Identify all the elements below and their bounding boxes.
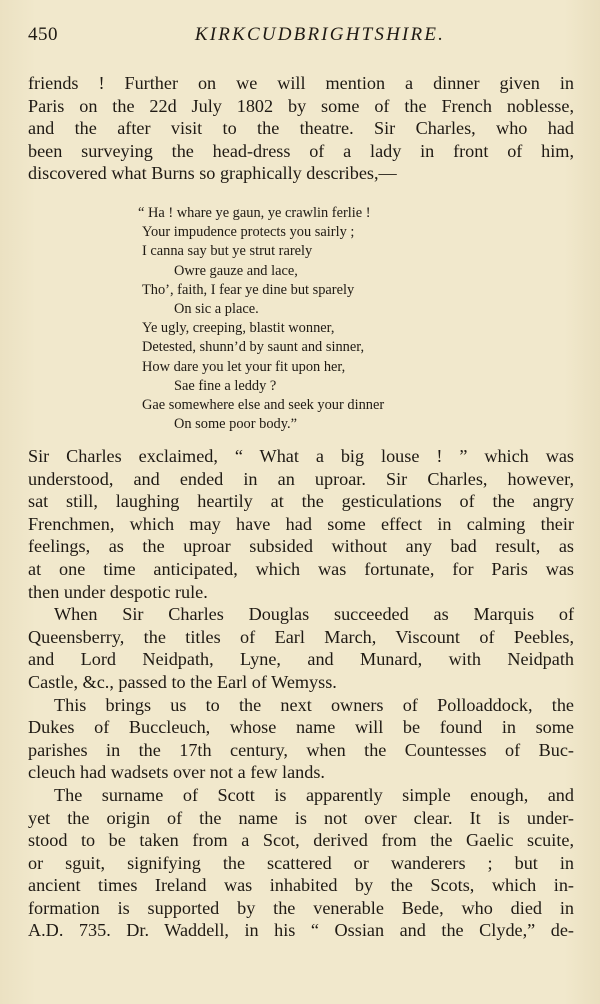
text-line: Sir Charles exclaimed, “ What a big louse ! ” which was [28, 446, 574, 466]
text-line: Paris on the 22d July 1802 by some of the French noblesse, [28, 95, 574, 116]
text-line: been surveying the head-dress of a lady in front of him, [28, 140, 574, 161]
paragraph-friends [28, 72, 574, 185]
text-line: feelings, as the uproar subsided without any bad result, as [28, 536, 574, 557]
text-line-final [28, 919, 574, 942]
text-line: ancient times Ireland was inhabited by the Scots, which in- [28, 875, 574, 896]
text-line: stood to be taken from a Scot, derived from the Gaelic scuite, [28, 830, 574, 851]
paragraph-buccleuch [28, 694, 574, 784]
page-number: 450 [28, 24, 58, 45]
verse-line: How dare you let your fit upon her, [142, 358, 346, 375]
text-line: The surname of Scott is apparently simple enough, and [54, 784, 574, 805]
final-line-text: 735. Dr. Waddell, in his “ Ossian and the Clyde,” de- [63, 920, 574, 941]
text-line: discovered what Burns so graphically describes,— [28, 163, 397, 184]
era-abbreviation: A.D. [28, 920, 64, 941]
page-header [28, 24, 572, 54]
text-line: then under despotic rule. [28, 581, 208, 602]
verse-line: Owre gauze and lace, [174, 262, 298, 279]
text-line: understood, and ended in an uproar. Sir Charles, however, [28, 468, 574, 489]
text-line: When Sir Charles Douglas succeeded as Marquis of [54, 604, 574, 625]
text-line: friends ! Further on we will mention a dinner given in [28, 73, 574, 93]
verse-line: I canna say but ye strut rarely [142, 243, 313, 260]
text-line: yet the origin of the name is not over clear. It is under- [28, 807, 574, 828]
text-line: at one time anticipated, which was fortunate, for Paris was [28, 558, 574, 579]
text-line: or sguit, signifying the scattered or wanderers ; but in [28, 852, 574, 873]
text-line: Castle, &c., passed to the Earl of Wemyss. [28, 671, 337, 692]
verse-line: Tho’, faith, I fear ye dine but sparely [142, 281, 355, 298]
verse-line: Ye ugly, creeping, blastit wonner, [142, 320, 335, 337]
verse-line: On sic a place. [174, 300, 259, 317]
text-line: and the after visit to the theatre. Sir Charles, who had [28, 118, 574, 139]
verse-line: Gae somewhere else and seek your dinner [142, 396, 385, 413]
text-line: cleuch had wadsets over not a few lands. [28, 762, 325, 783]
text-line: sat still, laughing heartily at the gesticulations of the angry [28, 491, 574, 512]
burns-verse-quotation [138, 204, 542, 434]
paragraph-queensberry [28, 603, 574, 693]
main-text-continued [28, 445, 574, 942]
text-line: parishes in the 17th century, when the Countesses of Buc- [28, 739, 574, 760]
verse-line: Sae fine a leddy ? [174, 377, 277, 394]
verse-line: Detested, shunn’d by saunt and sinner, [142, 339, 365, 356]
text-line: Queensberry, the titles of Earl March, Viscount of Peebles, [28, 626, 574, 647]
text-line: This brings us to the next owners of Polloaddock, the [54, 694, 574, 715]
text-line: Frenchmen, which may have had some effect in calming their [28, 513, 574, 534]
text-line: and Lord Neidpath, Lyne, and Munard, with Neidpath [28, 649, 574, 670]
paragraph-scott-surname [28, 784, 574, 942]
text-line: Dukes of Buccleuch, whose name will be found in some [28, 717, 574, 738]
running-title: KIRKCUDBRIGHTSHIRE. [194, 24, 446, 45]
paragraph-exclaimed [28, 445, 574, 603]
verse-line: Your impudence protects you sairly ; [142, 224, 355, 241]
verse-line: On some poor body.” [174, 416, 297, 433]
text-line: formation is supported by the venerable Bede, who died in [28, 897, 574, 918]
verse-line: “ Ha ! whare ye gaun, ye crawlin ferlie ! [138, 205, 371, 221]
